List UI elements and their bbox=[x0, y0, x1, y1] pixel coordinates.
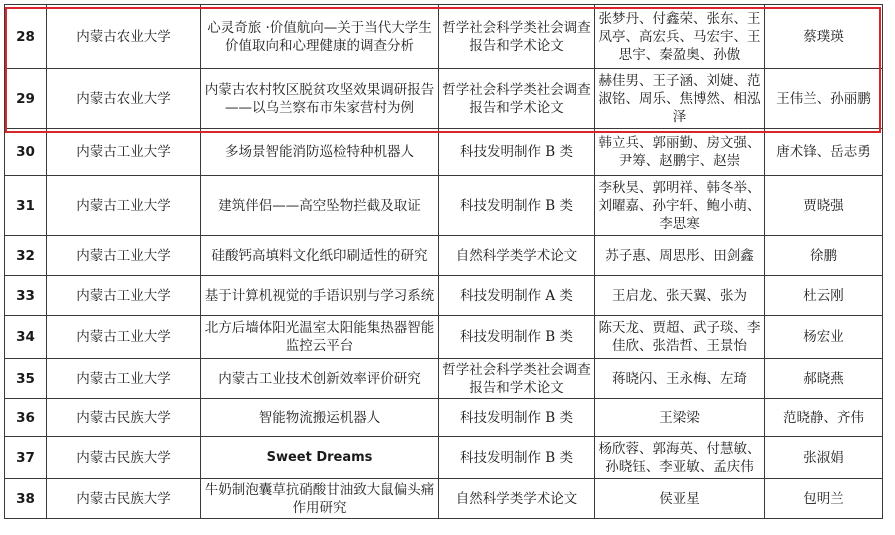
row-number: 37 bbox=[5, 437, 47, 479]
members-cell: 赫佳男、王子涵、刘婕、范淑铭、周乐、焦博然、相泓泽 bbox=[595, 69, 765, 129]
project-cell: 北方后墙体阳光温室太阳能集热器智能监控云平台 bbox=[201, 316, 439, 359]
row-number: 33 bbox=[5, 276, 47, 316]
members-cell: 韩立兵、郭丽勤、房文强、尹筹、赵鹏宇、赵崇 bbox=[595, 129, 765, 176]
table-row bbox=[5, 316, 883, 359]
row-number: 32 bbox=[5, 236, 47, 276]
advisor-cell: 蔡璞瑛 bbox=[765, 5, 883, 69]
project-cell: 内蒙古工业技术创新效率评价研究 bbox=[201, 359, 439, 399]
members-cell: 李秋昊、郭明祥、韩冬举、刘曜嘉、孙宇轩、鲍小萌、李思寒 bbox=[595, 176, 765, 236]
category-cell: 科技发明制作 B 类 bbox=[439, 176, 595, 236]
table-row bbox=[5, 69, 883, 129]
table-row bbox=[5, 437, 883, 479]
row-number: 29 bbox=[5, 69, 47, 129]
members-cell: 杨欣蓉、郭海英、付慧敏、孙晓钰、李亚敏、孟庆伟 bbox=[595, 437, 765, 479]
school-cell: 内蒙古民族大学 bbox=[47, 479, 201, 519]
category-cell: 科技发明制作 A 类 bbox=[439, 276, 595, 316]
category-cell: 哲学社会科学类社会调查报告和学术论文 bbox=[439, 5, 595, 69]
school-cell: 内蒙古工业大学 bbox=[47, 359, 201, 399]
advisor-cell: 杜云刚 bbox=[765, 276, 883, 316]
members-cell: 蒋晓闪、王永梅、左琦 bbox=[595, 359, 765, 399]
category-cell: 哲学社会科学类社会调查报告和学术论文 bbox=[439, 69, 595, 129]
school-cell: 内蒙古工业大学 bbox=[47, 129, 201, 176]
project-cell: 多场景智能消防巡检特种机器人 bbox=[201, 129, 439, 176]
row-number: 28 bbox=[5, 5, 47, 69]
table-row bbox=[5, 276, 883, 316]
category-cell: 自然科学类学术论文 bbox=[439, 236, 595, 276]
project-cell: 心灵奇旅 ·价值航向—关于当代大学生价值取向和心理健康的调查分析 bbox=[201, 5, 439, 69]
project-cell: 建筑伴侣——高空坠物拦截及取证 bbox=[201, 176, 439, 236]
school-cell: 内蒙古农业大学 bbox=[47, 5, 201, 69]
school-cell: 内蒙古农业大学 bbox=[47, 69, 201, 129]
table-row bbox=[5, 5, 883, 69]
members-cell: 王启龙、张天翼、张为 bbox=[595, 276, 765, 316]
project-cell: Sweet Dreams bbox=[201, 437, 439, 479]
school-cell: 内蒙古工业大学 bbox=[47, 236, 201, 276]
advisor-cell: 范晓静、齐伟 bbox=[765, 399, 883, 437]
project-cell: 硅酸钙高填料文化纸印刷适性的研究 bbox=[201, 236, 439, 276]
category-cell: 科技发明制作 B 类 bbox=[439, 399, 595, 437]
project-cell: 内蒙古农村牧区脱贫攻坚效果调研报告——以乌兰察布市朱家营村为例 bbox=[201, 69, 439, 129]
members-cell: 苏子惠、周思彤、田剑鑫 bbox=[595, 236, 765, 276]
category-cell: 科技发明制作 B 类 bbox=[439, 437, 595, 479]
category-cell: 自然科学类学术论文 bbox=[439, 479, 595, 519]
category-cell: 哲学社会科学类社会调查报告和学术论文 bbox=[439, 359, 595, 399]
school-cell: 内蒙古工业大学 bbox=[47, 316, 201, 359]
school-cell: 内蒙古工业大学 bbox=[47, 276, 201, 316]
table-row bbox=[5, 129, 883, 176]
category-cell: 科技发明制作 B 类 bbox=[439, 316, 595, 359]
advisor-cell: 唐术锋、岳志勇 bbox=[765, 129, 883, 176]
school-cell: 内蒙古民族大学 bbox=[47, 399, 201, 437]
table-row bbox=[5, 399, 883, 437]
members-cell: 侯亚星 bbox=[595, 479, 765, 519]
members-cell: 张梦丹、付鑫荣、张东、王凤亭、高宏兵、马宏宇、王思宇、秦盈奥、孙傲 bbox=[595, 5, 765, 69]
table-row bbox=[5, 479, 883, 519]
project-cell: 基于计算机视觉的手语识别与学习系统 bbox=[201, 276, 439, 316]
row-number: 35 bbox=[5, 359, 47, 399]
members-cell: 陈天龙、贾超、武子琰、李佳欣、张浩哲、王景怡 bbox=[595, 316, 765, 359]
row-number: 30 bbox=[5, 129, 47, 176]
school-cell: 内蒙古民族大学 bbox=[47, 437, 201, 479]
project-cell: 智能物流搬运机器人 bbox=[201, 399, 439, 437]
table-row bbox=[5, 359, 883, 399]
project-cell: 牛奶制泡囊草抗硝酸甘油致大鼠偏头痛作用研究 bbox=[201, 479, 439, 519]
advisor-cell: 贾晓强 bbox=[765, 176, 883, 236]
school-cell: 内蒙古工业大学 bbox=[47, 176, 201, 236]
row-number: 31 bbox=[5, 176, 47, 236]
members-cell: 王梁梁 bbox=[595, 399, 765, 437]
advisor-cell: 包明兰 bbox=[765, 479, 883, 519]
row-number: 38 bbox=[5, 479, 47, 519]
table-row bbox=[5, 236, 883, 276]
advisor-cell: 徐鹏 bbox=[765, 236, 883, 276]
row-number: 34 bbox=[5, 316, 47, 359]
awards-table-sheet bbox=[4, 4, 882, 519]
advisor-cell: 张淑娟 bbox=[765, 437, 883, 479]
advisor-cell: 杨宏业 bbox=[765, 316, 883, 359]
advisor-cell: 郝晓燕 bbox=[765, 359, 883, 399]
category-cell: 科技发明制作 B 类 bbox=[439, 129, 595, 176]
table-row bbox=[5, 176, 883, 236]
advisor-cell: 王伟兰、孙丽鹏 bbox=[765, 69, 883, 129]
row-number: 36 bbox=[5, 399, 47, 437]
awards-table bbox=[4, 4, 883, 519]
